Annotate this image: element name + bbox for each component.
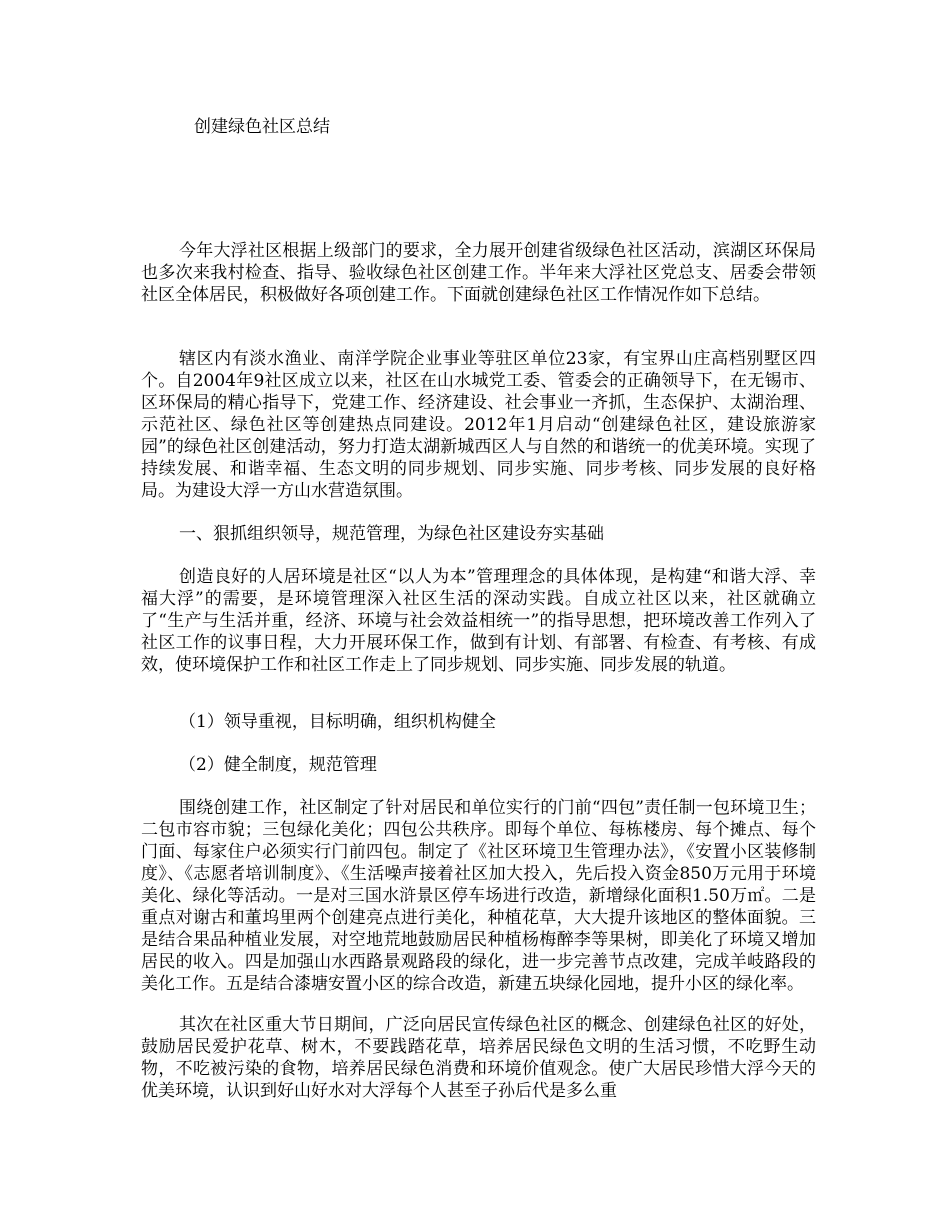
subheading-2: （2）健全制度，规范管理: [179, 755, 377, 775]
paragraph-intro: 今年大浮社区根据上级部门的要求，全力展开创建省级绿色社区活动，滨湖区环保局也多次来我村检查、指导、验收绿色社区创建工作。半年来大浮社区党总支、居委会带领社区全体居民，积极做好各项创建工作。下面就创建绿色社区工作情况作如下总结。: [141, 241, 816, 305]
document-title: 创建绿色社区总结: [194, 117, 330, 137]
section-heading-1: 一、狠抓组织领导，规范管理，为绿色社区建设夯实基础: [179, 524, 604, 544]
paragraph-publicity: 其次在社区重大节日期间，广泛向居民宣传绿色社区的概念、创建绿色社区的好处，鼓励居民爱护花草、树木，不要践踏花草，培养居民绿色文明的生活习惯，不吃野生动物，不吃被污染的食物，培养居民绿色消费和环境价值观念。使广大居民珍惜大浮今天的优美环境，认识到好山好水对大浮每个人甚至子孙后代是多么重: [141, 1015, 816, 1101]
paragraph-district-overview: 辖区内有淡水渔业、南洋学院企业事业等驻区单位23家，有宝界山庄高档别墅区四个。自2004年9社区成立以来，社区在山水城党工委、管委会的正确领导下，在无锡市、区环保局的精心指导下，党建工作、经济建设、社会事业一齐抓，生态保护、太湖治理、示范社区、绿色社区等创建热点同建设。2012年1月启动“创建绿色社区，建设旅游家园”的绿色社区创建活动，努力打造太湖新城西区人与自然的和谐统一的优美环境。实现了持续发展、和谐幸福、生态文明的同步规划、同步实施、同步考核、同步发展的良好格局。为建设大浮一方山水营造氛围。: [141, 349, 816, 501]
subheading-1: （1）领导重视，目标明确，组织机构健全: [179, 712, 496, 732]
paragraph-system-management: 围绕创建工作，社区制定了针对居民和单位实行的门前“四包”责任制一包环境卫生；二包市容市貌；三包绿化美化；四包公共秩序。即每个单位、每栋楼房、每个摊点、每个门面、每家住户必须实行门前四包。制定了《社区环境卫生管理办法》，《安置小区装修制度》、《志愿者培训制度》、《生活噪声接着社区加大投入，先后投入资金850万元用于环境美化、绿化等活动。一是对三国水浒景区停车场进行改造，新增绿化面积1.50万㎡。二是重点对谢古和董坞里两个创建亮点进行美化，种植花草，大大提升该地区的整体面貌。三是结合果品种植业发展，对空地荒地鼓励居民种植杨梅醉李等果树，即美化了环境又增加居民的收入。四是加强山水西路景观路段的绿化，进一步完善节点改建，完成羊岐路段的美化工作。五是结合漆塘安置小区的综合改造，新建五块绿化园地，提升小区的绿化率。: [141, 798, 816, 994]
paragraph-living-environment: 创造良好的人居环境是社区“以人为本”管理理念的具体体现，是构建“和谐大浮、幸福大浮”的需要，是环境管理深入社区生活的深动实践。自成立社区以来，社区就确立了“生产与生活并重，经济、环境与社会效益相统一”的指导思想，把环境改善工作列入了社区工作的议事日程，大力开展环保工作，做到有计划、有部署、有检查、有考核、有成效，使环境保护工作和社区工作走上了同步规划、同步实施、同步发展的轨道。: [141, 567, 816, 675]
